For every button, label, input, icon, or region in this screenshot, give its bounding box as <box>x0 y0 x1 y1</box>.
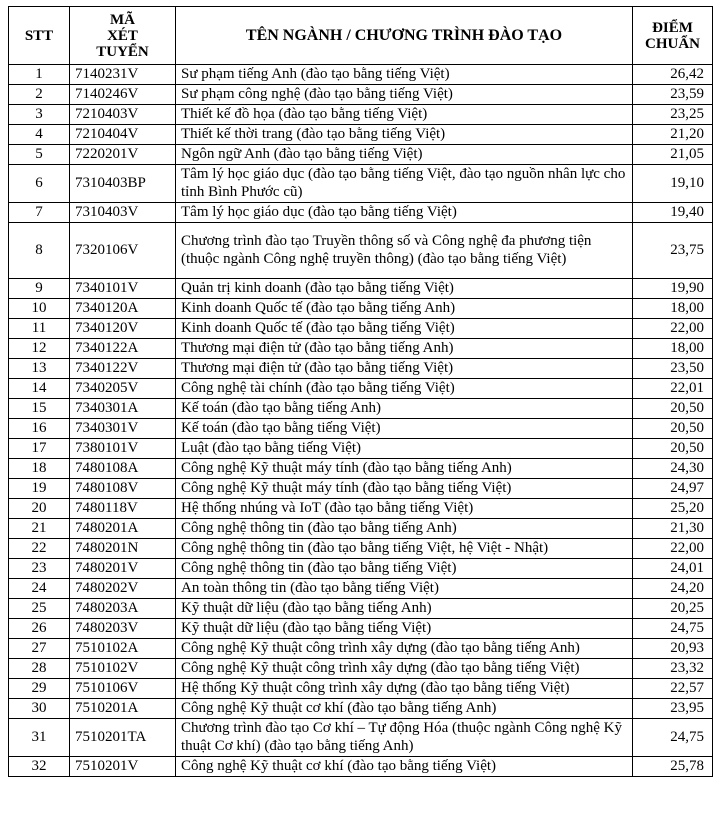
row-stt: 13 <box>9 359 70 379</box>
table-row <box>9 85 713 105</box>
table-row <box>9 619 713 639</box>
row-stt: 5 <box>9 145 70 165</box>
row-ma-xet-tuyen: 7220201V <box>70 145 176 165</box>
row-ten-nganh: Kế toán (đào tạo bằng tiếng Anh) <box>176 399 633 419</box>
row-stt: 4 <box>9 125 70 145</box>
table-row <box>9 679 713 699</box>
row-diem-chuan: 23,50 <box>633 359 713 379</box>
row-stt: 3 <box>9 105 70 125</box>
row-ma-xet-tuyen: 7320106V <box>70 223 176 279</box>
row-stt: 12 <box>9 339 70 359</box>
row-diem-chuan: 26,42 <box>633 65 713 85</box>
table-row <box>9 599 713 619</box>
table-row <box>9 379 713 399</box>
row-stt: 14 <box>9 379 70 399</box>
table-row <box>9 579 713 599</box>
row-ten-nganh: Luật (đào tạo bằng tiếng Việt) <box>176 439 633 459</box>
row-diem-chuan: 22,00 <box>633 539 713 559</box>
row-ma-xet-tuyen: 7480203V <box>70 619 176 639</box>
row-ma-xet-tuyen: 7340120A <box>70 299 176 319</box>
table-row <box>9 639 713 659</box>
row-ten-nganh: Chương trình đào tạo Truyền thông số và Công nghệ đa phương tiện (thuộc ngành Công nghệ truyền thông) (đào tạo bằng tiếng Việt) <box>176 223 633 279</box>
row-ma-xet-tuyen: 7210403V <box>70 105 176 125</box>
row-ten-nganh: Công nghệ Kỹ thuật cơ khí (đào tạo bằng tiếng Anh) <box>176 699 633 719</box>
row-stt: 7 <box>9 203 70 223</box>
row-diem-chuan: 20,93 <box>633 639 713 659</box>
table-row <box>9 299 713 319</box>
row-stt: 26 <box>9 619 70 639</box>
row-ma-xet-tuyen: 7510201V <box>70 757 176 777</box>
row-stt: 25 <box>9 599 70 619</box>
row-diem-chuan: 18,00 <box>633 339 713 359</box>
row-diem-chuan: 20,25 <box>633 599 713 619</box>
table-row <box>9 479 713 499</box>
row-diem-chuan: 24,75 <box>633 619 713 639</box>
table-row <box>9 539 713 559</box>
row-ten-nganh: An toàn thông tin (đào tạo bằng tiếng Việt) <box>176 579 633 599</box>
row-stt: 16 <box>9 419 70 439</box>
row-diem-chuan: 19,40 <box>633 203 713 223</box>
row-diem-chuan: 20,50 <box>633 419 713 439</box>
row-ten-nganh: Hệ thống Kỹ thuật công trình xây dựng (đào tạo bằng tiếng Việt) <box>176 679 633 699</box>
row-ma-xet-tuyen: 7310403V <box>70 203 176 223</box>
row-stt: 1 <box>9 65 70 85</box>
row-diem-chuan: 21,30 <box>633 519 713 539</box>
row-diem-chuan: 23,32 <box>633 659 713 679</box>
table-row <box>9 319 713 339</box>
row-diem-chuan: 24,97 <box>633 479 713 499</box>
row-ma-xet-tuyen: 7340301A <box>70 399 176 419</box>
row-diem-chuan: 23,59 <box>633 85 713 105</box>
row-ten-nganh: Kỹ thuật dữ liệu (đào tạo bằng tiếng Anh) <box>176 599 633 619</box>
row-ma-xet-tuyen: 7340122V <box>70 359 176 379</box>
header-diem-chuan <box>633 7 713 65</box>
table-row <box>9 279 713 299</box>
row-ma-xet-tuyen: 7480201N <box>70 539 176 559</box>
row-diem-chuan: 24,20 <box>633 579 713 599</box>
row-ma-xet-tuyen: 7340122A <box>70 339 176 359</box>
row-stt: 17 <box>9 439 70 459</box>
header-ma-xet-tuyen <box>70 7 176 65</box>
row-stt: 27 <box>9 639 70 659</box>
row-ma-xet-tuyen: 7310403BP <box>70 165 176 203</box>
row-stt: 15 <box>9 399 70 419</box>
header-ma-line1: MÃ <box>110 11 135 28</box>
row-ma-xet-tuyen: 7340205V <box>70 379 176 399</box>
row-stt: 22 <box>9 539 70 559</box>
row-diem-chuan: 24,75 <box>633 719 713 757</box>
row-ten-nganh: Công nghệ Kỹ thuật công trình xây dựng (đào tạo bằng tiếng Anh) <box>176 639 633 659</box>
row-ma-xet-tuyen: 7480203A <box>70 599 176 619</box>
row-stt: 28 <box>9 659 70 679</box>
row-ma-xet-tuyen: 7510106V <box>70 679 176 699</box>
row-ma-xet-tuyen: 7340120V <box>70 319 176 339</box>
row-ma-xet-tuyen: 7510102V <box>70 659 176 679</box>
row-ma-xet-tuyen: 7210404V <box>70 125 176 145</box>
row-ma-xet-tuyen: 7510102A <box>70 639 176 659</box>
row-ten-nganh: Công nghệ thông tin (đào tạo bằng tiếng Việt, hệ Việt - Nhật) <box>176 539 633 559</box>
row-diem-chuan: 18,00 <box>633 299 713 319</box>
row-stt: 19 <box>9 479 70 499</box>
row-ma-xet-tuyen: 7480201V <box>70 559 176 579</box>
row-ten-nganh: Thiết kế đồ họa (đào tạo bằng tiếng Việt) <box>176 105 633 125</box>
header-ten-nganh: TÊN NGÀNH / CHƯƠNG TRÌNH ĐÀO TẠO <box>176 7 633 65</box>
row-ten-nganh: Công nghệ Kỹ thuật công trình xây dựng (đào tạo bằng tiếng Việt) <box>176 659 633 679</box>
row-diem-chuan: 20,50 <box>633 399 713 419</box>
row-ten-nganh: Công nghệ thông tin (đào tạo bằng tiếng Việt) <box>176 559 633 579</box>
row-ma-xet-tuyen: 7480108V <box>70 479 176 499</box>
row-ten-nganh: Công nghệ thông tin (đào tạo bằng tiếng Anh) <box>176 519 633 539</box>
table-row <box>9 399 713 419</box>
row-stt: 32 <box>9 757 70 777</box>
row-stt: 9 <box>9 279 70 299</box>
row-diem-chuan: 19,10 <box>633 165 713 203</box>
table-row <box>9 65 713 85</box>
row-stt: 18 <box>9 459 70 479</box>
row-ten-nganh: Sư phạm công nghệ (đào tạo bằng tiếng Việt) <box>176 85 633 105</box>
table-row <box>9 719 713 757</box>
row-stt: 8 <box>9 223 70 279</box>
row-ten-nganh: Thương mại điện tử (đào tạo bằng tiếng Việt) <box>176 359 633 379</box>
row-ten-nganh: Kỹ thuật dữ liệu (đào tạo bằng tiếng Việt) <box>176 619 633 639</box>
row-ma-xet-tuyen: 7380101V <box>70 439 176 459</box>
row-ten-nganh: Thiết kế thời trang (đào tạo bằng tiếng Việt) <box>176 125 633 145</box>
row-diem-chuan: 19,90 <box>633 279 713 299</box>
row-diem-chuan: 24,30 <box>633 459 713 479</box>
table-row <box>9 165 713 203</box>
table-row <box>9 419 713 439</box>
table-row <box>9 659 713 679</box>
row-ma-xet-tuyen: 7340301V <box>70 419 176 439</box>
row-diem-chuan: 21,05 <box>633 145 713 165</box>
table-row <box>9 125 713 145</box>
row-stt: 30 <box>9 699 70 719</box>
row-ma-xet-tuyen: 7340101V <box>70 279 176 299</box>
admission-score-table <box>8 6 713 777</box>
table-row <box>9 145 713 165</box>
table-row <box>9 499 713 519</box>
row-ten-nganh: Hệ thống nhúng và IoT (đào tạo bằng tiếng Việt) <box>176 499 633 519</box>
table-row <box>9 439 713 459</box>
row-stt: 29 <box>9 679 70 699</box>
row-ten-nganh: Công nghệ Kỹ thuật cơ khí (đào tạo bằng tiếng Việt) <box>176 757 633 777</box>
row-ten-nganh: Kế toán (đào tạo bằng tiếng Việt) <box>176 419 633 439</box>
row-stt: 6 <box>9 165 70 203</box>
row-ma-xet-tuyen: 7510201A <box>70 699 176 719</box>
row-diem-chuan: 23,25 <box>633 105 713 125</box>
row-stt: 11 <box>9 319 70 339</box>
row-ten-nganh: Công nghệ Kỹ thuật máy tính (đào tạo bằng tiếng Việt) <box>176 479 633 499</box>
header-diem-line1: ĐIỂM <box>652 19 693 36</box>
header-stt: STT <box>9 7 70 65</box>
header-ma-line3: TUYỂN <box>96 43 149 60</box>
table-row <box>9 757 713 777</box>
row-ten-nganh: Chương trình đào tạo Cơ khí – Tự động Hóa (thuộc ngành Công nghệ Kỹ thuật Cơ khí) (đào tạo bằng tiếng Anh) <box>176 719 633 757</box>
table-row <box>9 105 713 125</box>
row-ma-xet-tuyen: 7510201TA <box>70 719 176 757</box>
table-header-row <box>9 7 713 65</box>
row-diem-chuan: 22,01 <box>633 379 713 399</box>
row-ten-nganh: Kinh doanh Quốc tế (đào tạo bằng tiếng Anh) <box>176 299 633 319</box>
row-ma-xet-tuyen: 7480202V <box>70 579 176 599</box>
row-ten-nganh: Thương mại điện tử (đào tạo bằng tiếng Anh) <box>176 339 633 359</box>
row-stt: 21 <box>9 519 70 539</box>
row-ten-nganh: Ngôn ngữ Anh (đào tạo bằng tiếng Việt) <box>176 145 633 165</box>
row-ten-nganh: Công nghệ Kỹ thuật máy tính (đào tạo bằng tiếng Anh) <box>176 459 633 479</box>
table-row <box>9 339 713 359</box>
row-ten-nganh: Quản trị kinh doanh (đào tạo bằng tiếng Việt) <box>176 279 633 299</box>
row-ten-nganh: Kinh doanh Quốc tế (đào tạo bằng tiếng Việt) <box>176 319 633 339</box>
table-row <box>9 699 713 719</box>
row-diem-chuan: 24,01 <box>633 559 713 579</box>
row-ma-xet-tuyen: 7480118V <box>70 499 176 519</box>
row-ma-xet-tuyen: 7140231V <box>70 65 176 85</box>
row-stt: 20 <box>9 499 70 519</box>
row-stt: 24 <box>9 579 70 599</box>
row-stt: 10 <box>9 299 70 319</box>
table-row <box>9 223 713 279</box>
row-ten-nganh: Tâm lý học giáo dục (đào tạo bằng tiếng Việt, đào tạo nguồn nhân lực cho tỉnh Bình Phước cũ) <box>176 165 633 203</box>
row-diem-chuan: 22,57 <box>633 679 713 699</box>
row-diem-chuan: 23,95 <box>633 699 713 719</box>
table-row <box>9 203 713 223</box>
header-ma-line2: XÉT <box>107 27 138 44</box>
admission-score-document <box>8 6 712 777</box>
table-row <box>9 519 713 539</box>
row-ma-xet-tuyen: 7480108A <box>70 459 176 479</box>
row-stt: 2 <box>9 85 70 105</box>
row-stt: 31 <box>9 719 70 757</box>
table-row <box>9 359 713 379</box>
row-ten-nganh: Công nghệ tài chính (đào tạo bằng tiếng Việt) <box>176 379 633 399</box>
header-diem-line2: CHUẨN <box>645 35 700 52</box>
table-row <box>9 559 713 579</box>
row-ma-xet-tuyen: 7480201A <box>70 519 176 539</box>
row-diem-chuan: 20,50 <box>633 439 713 459</box>
row-diem-chuan: 23,75 <box>633 223 713 279</box>
table-body <box>9 65 713 777</box>
row-diem-chuan: 21,20 <box>633 125 713 145</box>
table-row <box>9 459 713 479</box>
row-ten-nganh: Sư phạm tiếng Anh (đào tạo bằng tiếng Việt) <box>176 65 633 85</box>
row-diem-chuan: 25,20 <box>633 499 713 519</box>
row-diem-chuan: 25,78 <box>633 757 713 777</box>
row-ten-nganh: Tâm lý học giáo dục (đào tạo bằng tiếng Việt) <box>176 203 633 223</box>
row-ma-xet-tuyen: 7140246V <box>70 85 176 105</box>
row-diem-chuan: 22,00 <box>633 319 713 339</box>
row-stt: 23 <box>9 559 70 579</box>
